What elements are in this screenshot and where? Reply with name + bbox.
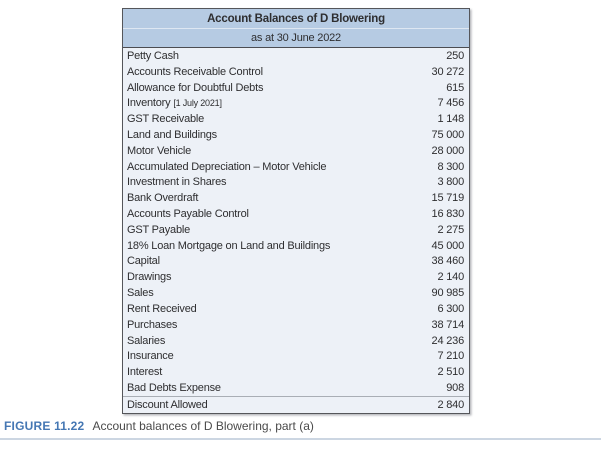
account-name: Bank Overdraft (127, 192, 199, 205)
account-amount: 1 148 (437, 113, 464, 126)
account-amount: 75 000 (431, 128, 464, 141)
account-name: GST Receivable (127, 113, 205, 126)
table-row (123, 190, 469, 206)
account-amount: 7 456 (437, 97, 464, 110)
figure-caption-text: Account balances of D Blowering, part (a) (92, 419, 314, 433)
account-name: Land and Buildings (127, 128, 217, 141)
table-row (123, 175, 469, 191)
account-name-cell (123, 287, 432, 299)
table-row (123, 159, 469, 175)
account-name: Purchases (127, 318, 178, 331)
table-row (123, 111, 469, 127)
account-amount: 250 (446, 49, 464, 62)
account-name-cell (123, 113, 437, 125)
table-row (123, 222, 469, 238)
account-name: Investment in Shares (127, 176, 227, 189)
account-amount: 908 (446, 381, 464, 394)
table-row (123, 396, 469, 413)
account-amount: 24 236 (431, 334, 464, 347)
account-name: GST Payable (127, 223, 191, 236)
account-amount: 28 000 (431, 144, 464, 157)
account-name: Capital (127, 255, 160, 268)
account-amount: 30 272 (431, 65, 464, 78)
account-name: Bad Debts Expense (127, 381, 221, 394)
account-name: Salaries (127, 334, 166, 347)
account-name-cell (123, 208, 432, 220)
account-name-cell (123, 145, 432, 157)
account-name-cell (123, 161, 437, 173)
table-row (123, 301, 469, 317)
account-name-cell (123, 350, 437, 362)
account-name-cell (123, 271, 437, 283)
table-row (123, 95, 469, 111)
account-name-cell (123, 335, 432, 347)
account-name: Sales (127, 287, 154, 300)
table-row (123, 143, 469, 159)
account-name: Inventory (127, 97, 174, 110)
account-amount: 90 985 (431, 287, 464, 300)
table-body (123, 48, 469, 413)
account-note: [1 July 2021] (173, 98, 222, 109)
account-amount: 2 275 (437, 223, 464, 236)
account-name-cell (123, 319, 432, 331)
table-title: Account Balances of D Blowering (207, 13, 385, 25)
account-name-cell (123, 399, 437, 411)
account-name: Motor Vehicle (127, 144, 192, 157)
table-row (123, 48, 469, 64)
account-amount: 38 714 (431, 318, 464, 331)
account-amount: 45 000 (431, 239, 464, 252)
account-name-cell (123, 303, 437, 315)
figure-label: FIGURE 11.22 (4, 419, 85, 433)
table-row (123, 348, 469, 364)
account-amount: 615 (446, 81, 464, 94)
account-amount: 6 300 (437, 302, 464, 315)
account-name: Accounts Receivable Control (127, 65, 263, 78)
table-row (123, 364, 469, 380)
account-amount: 2 840 (437, 398, 464, 411)
account-name: Drawings (127, 271, 172, 284)
table-subtitle: as at 30 June 2022 (123, 28, 469, 47)
account-name-cell (123, 240, 432, 252)
table-row (123, 269, 469, 285)
account-name: Petty Cash (127, 49, 179, 62)
account-amount: 7 210 (437, 350, 464, 363)
account-name-cell (123, 82, 446, 94)
account-name-cell (123, 255, 432, 267)
account-amount: 16 830 (431, 208, 464, 221)
account-name: Discount Allowed (127, 398, 208, 411)
account-name-cell (123, 224, 437, 236)
account-name-cell (123, 382, 446, 394)
account-name-cell (123, 50, 446, 62)
table-row (123, 238, 469, 254)
account-amount: 15 719 (431, 192, 464, 205)
account-name: Accounts Payable Control (127, 208, 249, 221)
account-name-cell (123, 366, 437, 378)
table-row (123, 127, 469, 143)
account-name: Insurance (127, 350, 174, 363)
account-amount: 2 140 (437, 271, 464, 284)
account-name-cell (123, 129, 432, 141)
account-amount: 38 460 (431, 255, 464, 268)
caption-divider (0, 438, 601, 440)
account-amount: 3 800 (437, 176, 464, 189)
account-name: 18% Loan Mortgage on Land and Buildings (127, 239, 331, 252)
table-row (123, 80, 469, 96)
table-header (123, 9, 469, 48)
table-row (123, 285, 469, 301)
account-name-cell (123, 97, 437, 109)
account-amount: 8 300 (437, 160, 464, 173)
figure-caption (4, 419, 314, 433)
account-name-cell (123, 66, 432, 78)
table-row (123, 64, 469, 80)
table-row (123, 254, 469, 270)
account-name: Accumulated Depreciation – Motor Vehicle (127, 160, 327, 173)
account-name-cell (123, 176, 437, 188)
account-balances-table (122, 8, 470, 414)
account-amount: 2 510 (437, 366, 464, 379)
account-name: Interest (127, 366, 163, 379)
account-name: Allowance for Doubtful Debts (127, 81, 264, 94)
account-name: Rent Received (127, 302, 197, 315)
account-name-cell (123, 192, 432, 204)
table-row (123, 317, 469, 333)
table-row (123, 380, 469, 396)
table-row (123, 206, 469, 222)
table-row (123, 333, 469, 349)
